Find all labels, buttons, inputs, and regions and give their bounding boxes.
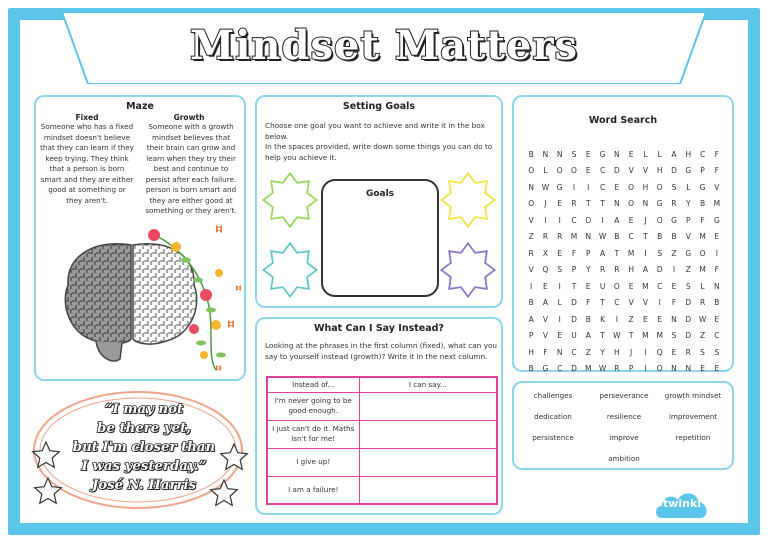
grid-letter[interactable]: I bbox=[644, 364, 647, 374]
word-bank-item: improvement bbox=[668, 412, 718, 421]
grid-letter[interactable]: L bbox=[686, 182, 691, 192]
grid-letter[interactable]: W bbox=[598, 232, 607, 242]
word-search-grid bbox=[524, 149, 724, 391]
grid-letter[interactable]: W bbox=[541, 182, 550, 192]
fixed-phrase: I am a failure! bbox=[267, 476, 359, 504]
twinkl-logo bbox=[652, 484, 712, 524]
grid-letter[interactable]: R bbox=[571, 199, 577, 209]
grid-letter[interactable]: I bbox=[558, 215, 561, 225]
grid-letter[interactable]: C bbox=[628, 232, 634, 242]
grid-letter[interactable]: I bbox=[615, 314, 618, 324]
goals-box-label: Goals bbox=[365, 189, 395, 199]
grid-letter[interactable]: O bbox=[571, 166, 577, 176]
grid-letter[interactable]: C bbox=[714, 331, 720, 341]
quote-author: José N. Harris bbox=[91, 478, 197, 493]
grid-letter[interactable]: O bbox=[528, 199, 535, 209]
grid-letter[interactable]: E bbox=[614, 182, 620, 192]
grid-letter[interactable]: T bbox=[643, 232, 648, 242]
grid-letter[interactable]: N bbox=[614, 199, 620, 209]
grid-letter[interactable]: N bbox=[556, 150, 563, 159]
grid-letter[interactable]: N bbox=[642, 199, 649, 209]
grid-letter[interactable]: A bbox=[599, 248, 606, 258]
quote-line: but I'm closer than bbox=[72, 440, 216, 455]
grid-letter[interactable]: S bbox=[571, 150, 577, 159]
grid-letter[interactable]: C bbox=[571, 215, 577, 225]
grid-letter[interactable]: X bbox=[542, 248, 548, 258]
grid-letter[interactable]: Z bbox=[528, 232, 534, 242]
grid-letter[interactable]: B bbox=[528, 364, 534, 374]
grid-letter[interactable]: Z bbox=[585, 347, 591, 357]
grid-letter[interactable]: Z bbox=[671, 248, 677, 258]
grid-letter[interactable]: R bbox=[614, 265, 620, 275]
goals-heading: Setting Goals bbox=[342, 101, 416, 112]
grid-letter[interactable]: R bbox=[671, 199, 677, 209]
grid-letter[interactable]: E bbox=[671, 281, 677, 291]
grid-letter[interactable]: F bbox=[586, 298, 591, 308]
grid-letter[interactable]: P bbox=[700, 166, 705, 176]
grid-letter[interactable]: R bbox=[685, 347, 691, 357]
grid-letter[interactable]: G bbox=[542, 364, 549, 374]
grid-letter[interactable]: Q bbox=[656, 347, 663, 357]
say-instead-heading: What Can I Say Instead? bbox=[314, 323, 444, 334]
grid-letter[interactable]: F bbox=[714, 265, 719, 275]
grid-letter[interactable]: I bbox=[715, 248, 718, 258]
grid-letter[interactable]: C bbox=[699, 150, 706, 159]
grid-letter[interactable]: R bbox=[557, 232, 563, 242]
grid-letter[interactable]: C bbox=[571, 347, 577, 357]
word-bank-item: dedication bbox=[534, 412, 572, 421]
grid-letter[interactable]: H bbox=[528, 347, 534, 357]
grid-letter[interactable]: A bbox=[642, 265, 648, 275]
grid-letter[interactable]: D bbox=[671, 166, 677, 176]
grid-letter[interactable]: D bbox=[613, 166, 620, 176]
grid-letter[interactable]: T bbox=[628, 331, 634, 341]
grid-letter[interactable]: Y bbox=[600, 347, 605, 357]
grid-letter[interactable]: Y bbox=[585, 265, 591, 275]
logo-text: twinkl bbox=[662, 497, 702, 510]
grid-letter[interactable]: V bbox=[528, 265, 534, 275]
grid-letter[interactable]: V bbox=[714, 182, 720, 192]
table-row bbox=[267, 420, 497, 448]
grid-letter[interactable]: L bbox=[700, 281, 705, 291]
grid-letter[interactable]: I bbox=[644, 248, 647, 258]
grid-letter[interactable]: J bbox=[544, 199, 547, 209]
grid-letter[interactable]: J bbox=[644, 215, 647, 225]
grid-letter[interactable]: B bbox=[671, 232, 677, 242]
grid-letter[interactable]: M bbox=[627, 248, 635, 258]
grid-letter[interactable]: P bbox=[571, 265, 577, 275]
grid-letter[interactable]: V bbox=[628, 298, 634, 308]
goals-instruction-1: Choose one goal you want to achieve and write it in the box below. bbox=[265, 121, 485, 141]
grid-letter[interactable]: F bbox=[714, 150, 719, 159]
word-bank-item: challenges bbox=[533, 391, 573, 400]
grid-letter[interactable]: M bbox=[642, 281, 649, 291]
growth-description: Someone with a growth mindset believes that their brain can grow and learn when they try their best and continue to persist after each failure. person is born smart and they are either good at something or they aren't. bbox=[145, 122, 237, 215]
growth-answer-cell[interactable] bbox=[359, 420, 497, 448]
word-bank-panel bbox=[512, 381, 734, 470]
grid-letter[interactable]: E bbox=[643, 314, 648, 324]
grid-letter[interactable]: W bbox=[698, 314, 707, 324]
grid-letter[interactable]: P bbox=[586, 248, 591, 258]
fixed-heading: Fixed bbox=[75, 113, 99, 122]
grid-letter[interactable]: M bbox=[570, 232, 578, 242]
grid-letter[interactable]: P bbox=[628, 364, 634, 374]
grid-letter[interactable]: N bbox=[556, 347, 563, 357]
brain-maze-image bbox=[56, 225, 246, 375]
grid-letter[interactable]: N bbox=[685, 364, 692, 374]
grid-letter[interactable]: E bbox=[585, 150, 591, 159]
grid-letter[interactable]: N bbox=[714, 281, 720, 291]
grid-letter[interactable]: S bbox=[657, 248, 663, 258]
grid-letter[interactable]: T bbox=[571, 281, 577, 291]
page-title: Mindset Matters bbox=[189, 22, 579, 69]
grid-letter[interactable]: G bbox=[713, 215, 720, 225]
grid-letter[interactable]: B bbox=[614, 232, 620, 242]
grid-letter[interactable]: G bbox=[671, 215, 677, 225]
grid-letter[interactable]: R bbox=[699, 298, 706, 308]
grid-letter[interactable]: G bbox=[599, 150, 606, 159]
grid-letter[interactable]: E bbox=[671, 347, 677, 357]
say-instead-table bbox=[266, 376, 498, 505]
grid-letter[interactable]: T bbox=[600, 331, 605, 341]
grid-letter[interactable]: E bbox=[557, 248, 563, 258]
goals-panel bbox=[255, 95, 503, 308]
grid-letter[interactable]: C bbox=[599, 166, 606, 176]
grid-letter[interactable]: V bbox=[685, 232, 691, 242]
grid-letter[interactable]: E bbox=[714, 364, 720, 374]
grid-letter[interactable]: H bbox=[642, 182, 649, 192]
table-row bbox=[267, 476, 497, 504]
growth-answer-cell[interactable] bbox=[359, 476, 497, 504]
grid-letter[interactable]: E bbox=[628, 215, 634, 225]
grid-letter[interactable]: W bbox=[613, 331, 621, 341]
grid-letter[interactable]: F bbox=[714, 166, 719, 176]
quote-line: “I may not bbox=[104, 402, 184, 417]
grid-letter[interactable]: M bbox=[656, 331, 663, 341]
grid-letter[interactable]: J bbox=[630, 347, 633, 357]
grid-letter[interactable]: O bbox=[628, 199, 635, 209]
grid-letter[interactable]: B bbox=[585, 314, 591, 324]
grid-letter[interactable]: D bbox=[571, 314, 577, 324]
grid-letter[interactable]: E bbox=[700, 364, 705, 374]
grid-letter[interactable]: Q bbox=[542, 265, 549, 275]
grid-letter[interactable]: D bbox=[571, 298, 577, 308]
growth-answer-cell[interactable] bbox=[359, 448, 497, 476]
grid-letter[interactable]: N bbox=[614, 150, 620, 159]
word-bank-item: persistence bbox=[532, 433, 574, 442]
grid-letter[interactable]: T bbox=[585, 199, 591, 209]
grid-letter[interactable]: C bbox=[657, 281, 663, 291]
grid-letter[interactable]: C bbox=[557, 364, 563, 374]
grid-letter[interactable]: A bbox=[585, 331, 591, 341]
grid-letter[interactable]: D bbox=[656, 265, 663, 275]
grid-letter[interactable]: D bbox=[685, 298, 692, 308]
grid-letter[interactable]: L bbox=[543, 166, 548, 176]
word-search-panel bbox=[512, 95, 734, 372]
grid-letter[interactable]: C bbox=[599, 182, 606, 192]
grid-letter[interactable]: H bbox=[656, 166, 663, 176]
grid-letter[interactable]: S bbox=[714, 347, 720, 357]
grid-letter[interactable]: N bbox=[542, 150, 549, 159]
grid-letter[interactable]: L bbox=[643, 150, 648, 159]
grid-letter[interactable]: F bbox=[700, 215, 705, 225]
grid-letter[interactable]: E bbox=[585, 281, 591, 291]
grid-letter[interactable]: G bbox=[685, 166, 692, 176]
grid-letter[interactable]: I bbox=[672, 265, 676, 275]
grid-letter[interactable]: I bbox=[558, 281, 561, 291]
grid-letter[interactable]: O bbox=[656, 182, 663, 192]
grid-letter[interactable]: U bbox=[599, 281, 606, 291]
grid-letter[interactable]: D bbox=[685, 314, 692, 324]
grid-letter[interactable]: F bbox=[671, 298, 677, 308]
grid-letter[interactable]: P bbox=[686, 215, 691, 225]
grid-letter[interactable]: B bbox=[528, 298, 534, 308]
grid-letter[interactable]: P bbox=[528, 331, 534, 341]
grid-letter[interactable]: Y bbox=[685, 199, 691, 209]
grid-letter[interactable]: E bbox=[657, 314, 663, 324]
grid-letter[interactable]: H bbox=[614, 347, 620, 357]
word-search-heading: Word Search bbox=[588, 115, 658, 126]
maze-heading: Maze bbox=[126, 101, 154, 112]
word-bank-item: resilience bbox=[606, 412, 642, 421]
table-row bbox=[267, 392, 497, 420]
grid-letter[interactable]: I bbox=[572, 182, 576, 192]
grid-letter[interactable]: H bbox=[685, 150, 692, 159]
grid-letter[interactable]: T bbox=[614, 248, 620, 258]
grid-letter[interactable]: I bbox=[530, 281, 533, 291]
grid-letter[interactable]: G bbox=[699, 182, 706, 192]
grid-letter[interactable]: E bbox=[628, 150, 634, 159]
grid-letter[interactable]: E bbox=[543, 281, 548, 291]
grid-letter[interactable]: N bbox=[671, 364, 677, 374]
grid-letter[interactable]: E bbox=[557, 199, 563, 209]
grid-letter[interactable]: O bbox=[556, 166, 563, 176]
table-row bbox=[267, 448, 497, 476]
say-instead-instructions: Looking at the phrases in the first column (fixed), what can you say to yourself instead (growth)? Write it in the next column. bbox=[265, 341, 498, 361]
grid-letter[interactable]: V bbox=[628, 166, 634, 176]
grid-letter[interactable]: O bbox=[613, 281, 620, 291]
goals-instruction-2: In the spaces provided, write down some things you can do to help you achieve it. bbox=[265, 142, 493, 162]
grid-letter[interactable]: V bbox=[642, 166, 648, 176]
grid-letter[interactable]: S bbox=[700, 347, 705, 357]
grid-letter[interactable]: A bbox=[671, 150, 677, 159]
word-bank-item: growth mindset bbox=[664, 391, 722, 400]
grid-letter[interactable]: E bbox=[585, 166, 591, 176]
star-shape-purple bbox=[439, 241, 497, 299]
grid-letter[interactable]: V bbox=[528, 215, 534, 225]
star-shape-yellow bbox=[439, 171, 497, 229]
grid-letter[interactable]: Z bbox=[699, 331, 706, 341]
grid-letter[interactable]: B bbox=[657, 232, 663, 242]
grid-letter[interactable]: O bbox=[656, 215, 663, 225]
star-shape-teal bbox=[261, 241, 319, 299]
grid-letter[interactable]: O bbox=[656, 364, 663, 374]
grid-letter[interactable]: A bbox=[528, 314, 534, 324]
grid-letter[interactable]: L bbox=[657, 150, 662, 159]
word-bank-item: improve bbox=[609, 433, 639, 442]
growth-answer-cell[interactable] bbox=[359, 392, 497, 420]
grid-letter[interactable]: Z bbox=[685, 265, 691, 275]
grid-letter[interactable]: G bbox=[656, 199, 663, 209]
grid-letter[interactable]: D bbox=[685, 331, 692, 341]
grid-letter[interactable]: M bbox=[713, 199, 721, 209]
fixed-phrase: I just can't do it. Maths isn't for me! bbox=[267, 420, 359, 448]
word-bank-item: ambition bbox=[608, 454, 640, 463]
grid-letter[interactable]: R bbox=[599, 265, 606, 275]
grid-letter[interactable]: O bbox=[699, 248, 706, 258]
grid-letter[interactable]: I bbox=[644, 347, 647, 357]
grid-letter[interactable]: I bbox=[558, 314, 561, 324]
grid-letter[interactable]: Z bbox=[628, 314, 634, 324]
fixed-phrase: I'm never going to be good enough. bbox=[267, 392, 359, 420]
column-header-instead: Instead of... bbox=[267, 377, 359, 392]
grid-letter[interactable]: T bbox=[600, 199, 605, 209]
goals-instructions bbox=[265, 121, 499, 163]
say-instead-panel bbox=[255, 317, 503, 515]
grid-letter[interactable]: V bbox=[642, 298, 648, 308]
grid-letter[interactable]: L bbox=[557, 298, 562, 308]
grid-letter[interactable]: I bbox=[587, 182, 590, 192]
fixed-description: Someone who has a fixed mindset doesn't believe that they can learn if they keep trying. They think that a person is born smart and they are either good at something or they aren't. bbox=[40, 122, 134, 205]
grid-letter[interactable]: W bbox=[598, 364, 607, 374]
word-bank-item: repetition bbox=[675, 433, 711, 442]
growth-heading: Growth bbox=[173, 113, 205, 122]
grid-letter[interactable]: O bbox=[628, 182, 635, 192]
grid-letter[interactable]: K bbox=[600, 314, 606, 324]
grid-letter[interactable]: N bbox=[528, 182, 534, 192]
grid-letter[interactable]: H bbox=[628, 265, 634, 275]
grid-letter[interactable]: T bbox=[600, 298, 605, 308]
grid-letter[interactable]: A bbox=[614, 215, 620, 225]
grid-letter[interactable]: E bbox=[557, 331, 563, 341]
grid-letter[interactable]: M bbox=[699, 265, 706, 275]
grid-letter[interactable]: D bbox=[571, 364, 577, 374]
grid-letter[interactable]: O bbox=[528, 166, 535, 176]
grid-letter[interactable]: S bbox=[671, 331, 677, 341]
grid-letter[interactable]: M bbox=[699, 232, 706, 242]
grid-letter[interactable]: G bbox=[685, 248, 692, 258]
grid-letter[interactable]: N bbox=[671, 314, 677, 324]
grid-letter[interactable]: F bbox=[543, 347, 548, 357]
star-shape-green bbox=[261, 171, 319, 229]
quote-panel bbox=[30, 388, 250, 512]
quote-line: I was yesterday.” bbox=[81, 459, 207, 474]
quote-line: be there yet, bbox=[97, 421, 191, 436]
fixed-phrase: I give up! bbox=[267, 448, 359, 476]
goals-writing-box[interactable] bbox=[321, 179, 439, 297]
grid-letter[interactable]: U bbox=[571, 331, 577, 341]
grid-letter[interactable]: I bbox=[658, 298, 661, 308]
title-banner bbox=[62, 12, 706, 84]
grid-letter[interactable]: M bbox=[642, 331, 649, 341]
grid-letter[interactable]: R bbox=[614, 364, 620, 374]
grid-letter[interactable]: M bbox=[585, 364, 592, 374]
grid-letter[interactable]: E bbox=[714, 314, 720, 324]
maze-panel bbox=[34, 95, 246, 381]
grid-letter[interactable]: S bbox=[557, 265, 563, 275]
grid-letter[interactable]: S bbox=[685, 281, 691, 291]
grid-letter[interactable]: N bbox=[585, 232, 592, 242]
grid-letter[interactable]: A bbox=[542, 298, 548, 308]
grid-letter[interactable]: V bbox=[542, 331, 548, 341]
word-bank-item: perseverance bbox=[599, 391, 649, 400]
grid-letter[interactable]: I bbox=[544, 215, 547, 225]
column-header-say: I can say... bbox=[359, 377, 497, 392]
grid-letter[interactable]: B bbox=[528, 150, 534, 159]
grid-letter[interactable]: F bbox=[571, 248, 577, 258]
grid-letter[interactable]: R bbox=[542, 232, 549, 242]
grid-letter[interactable]: E bbox=[628, 281, 634, 291]
grid-letter[interactable]: S bbox=[671, 182, 677, 192]
grid-letter[interactable]: G bbox=[556, 182, 563, 192]
grid-letter[interactable]: I bbox=[601, 215, 604, 225]
grid-letter[interactable]: R bbox=[528, 248, 534, 258]
grid-letter[interactable]: V bbox=[542, 314, 548, 324]
grid-letter[interactable]: O bbox=[585, 215, 592, 225]
quote-text bbox=[64, 400, 224, 495]
grid-letter[interactable]: B bbox=[699, 199, 706, 209]
grid-letter[interactable]: B bbox=[714, 298, 720, 308]
grid-letter[interactable]: E bbox=[714, 232, 720, 242]
grid-letter[interactable]: C bbox=[614, 298, 620, 308]
